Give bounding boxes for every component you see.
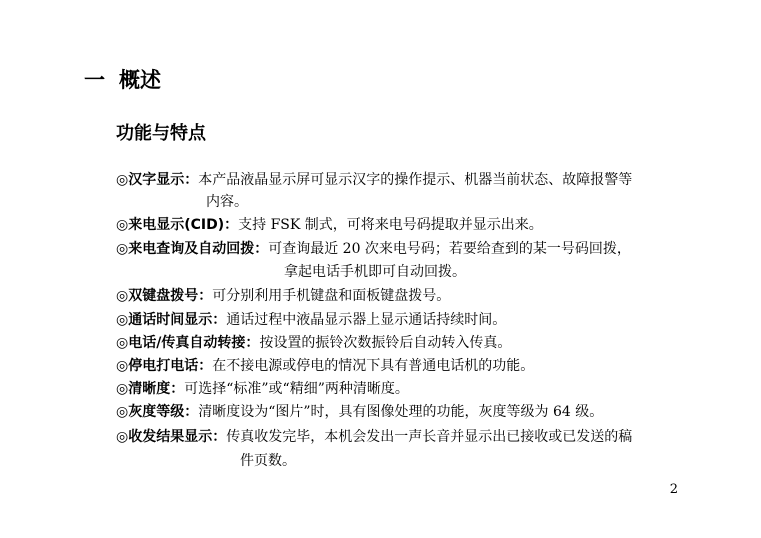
section-number: 一 — [84, 68, 105, 92]
section-title: 概述 — [119, 68, 161, 92]
feature-item: ◎来电查询及自动回拨：可查询最近 20 次来电号码；若要给查到的某一号码回拨， — [116, 241, 631, 257]
section-heading — [84, 64, 161, 94]
feature-continuation: 拿起电话手机即可自动回拨。 — [284, 264, 466, 280]
bullet-icon: ◎ — [116, 381, 129, 397]
feature-text: 本产品液晶显示屏可显示汉字的操作提示、机器当前状态、故障报警等 — [198, 172, 633, 188]
feature-text: 在不接电源或停电的情况下具有普通电话机的功能。 — [212, 358, 535, 374]
feature-text: 可选择“标准”或“精细”两种清晰度。 — [184, 381, 409, 397]
feature-item: ◎双键盘拨号：可分别利用手机键盘和面板键盘拨号。 — [116, 288, 451, 304]
feature-label: 汉字显示 — [128, 172, 185, 188]
bullet-icon: ◎ — [116, 358, 129, 374]
feature-label: 清晰度 — [128, 381, 171, 397]
feature-text: 传真收发完毕，本机会发出一声长音并显示出已接收或已发送的稿 — [226, 429, 633, 445]
bullet-icon: ◎ — [116, 172, 129, 188]
feature-label: 来电查询及自动回拨 — [128, 241, 255, 257]
bullet-icon: ◎ — [116, 217, 129, 233]
bullet-icon: ◎ — [116, 288, 129, 304]
feature-item: ◎汉字显示：本产品液晶显示屏可显示汉字的操作提示、机器当前状态、故障报警等 — [116, 172, 633, 188]
feature-item: ◎灰度等级：清晰度设为“图片”时，具有图像处理的功能，灰度等级为 64 级。 — [116, 404, 604, 420]
subsection-title: 功能与特点 — [116, 123, 206, 144]
feature-item: ◎清晰度：可选择“标准”或“精细”两种清晰度。 — [116, 381, 409, 397]
feature-label: 电话/传真自动转接 — [128, 335, 246, 351]
feature-text: 按设置的振铃次数振铃后自动转入传真。 — [259, 335, 512, 351]
bullet-icon: ◎ — [116, 335, 129, 351]
feature-text: 通话过程中液晶显示器上显示通话持续时间。 — [226, 312, 507, 328]
feature-continuation: 内容。 — [206, 194, 248, 210]
feature-text: 清晰度设为“图片”时，具有图像处理的功能，灰度等级为 64 级。 — [198, 404, 604, 420]
bullet-icon: ◎ — [116, 404, 129, 420]
feature-label: 通话时间显示 — [128, 312, 213, 328]
page-number: 2 — [669, 482, 678, 497]
feature-text: 可分别利用手机键盘和面板键盘拨号。 — [212, 288, 451, 304]
feature-label: 来电显示(CID) — [128, 217, 225, 233]
feature-item: ◎电话/传真自动转接：按设置的振铃次数振铃后自动转入传真。 — [116, 335, 512, 351]
feature-item: ◎停电打电话：在不接电源或停电的情况下具有普通电话机的功能。 — [116, 358, 535, 374]
bullet-icon: ◎ — [116, 312, 129, 328]
bullet-icon: ◎ — [116, 241, 129, 257]
feature-text: 可查询最近 20 次来电号码；若要给查到的某一号码回拨， — [268, 241, 631, 257]
feature-label: 双键盘拨号 — [128, 288, 199, 304]
bullet-icon: ◎ — [116, 429, 129, 445]
feature-label: 停电打电话 — [128, 358, 199, 374]
feature-item: ◎来电显示(CID)：支持 FSK 制式，可将来电号码提取并显示出来。 — [116, 217, 543, 233]
feature-label: 灰度等级 — [128, 404, 185, 420]
feature-continuation: 件页数。 — [240, 453, 296, 469]
feature-item: ◎通话时间显示：通话过程中液晶显示器上显示通话持续时间。 — [116, 312, 507, 328]
feature-item: ◎收发结果显示：传真收发完毕，本机会发出一声长音并显示出已接收或已发送的稿 — [116, 429, 633, 445]
feature-label: 收发结果显示 — [128, 429, 213, 445]
feature-text: 支持 FSK 制式，可将来电号码提取并显示出来。 — [238, 217, 543, 233]
